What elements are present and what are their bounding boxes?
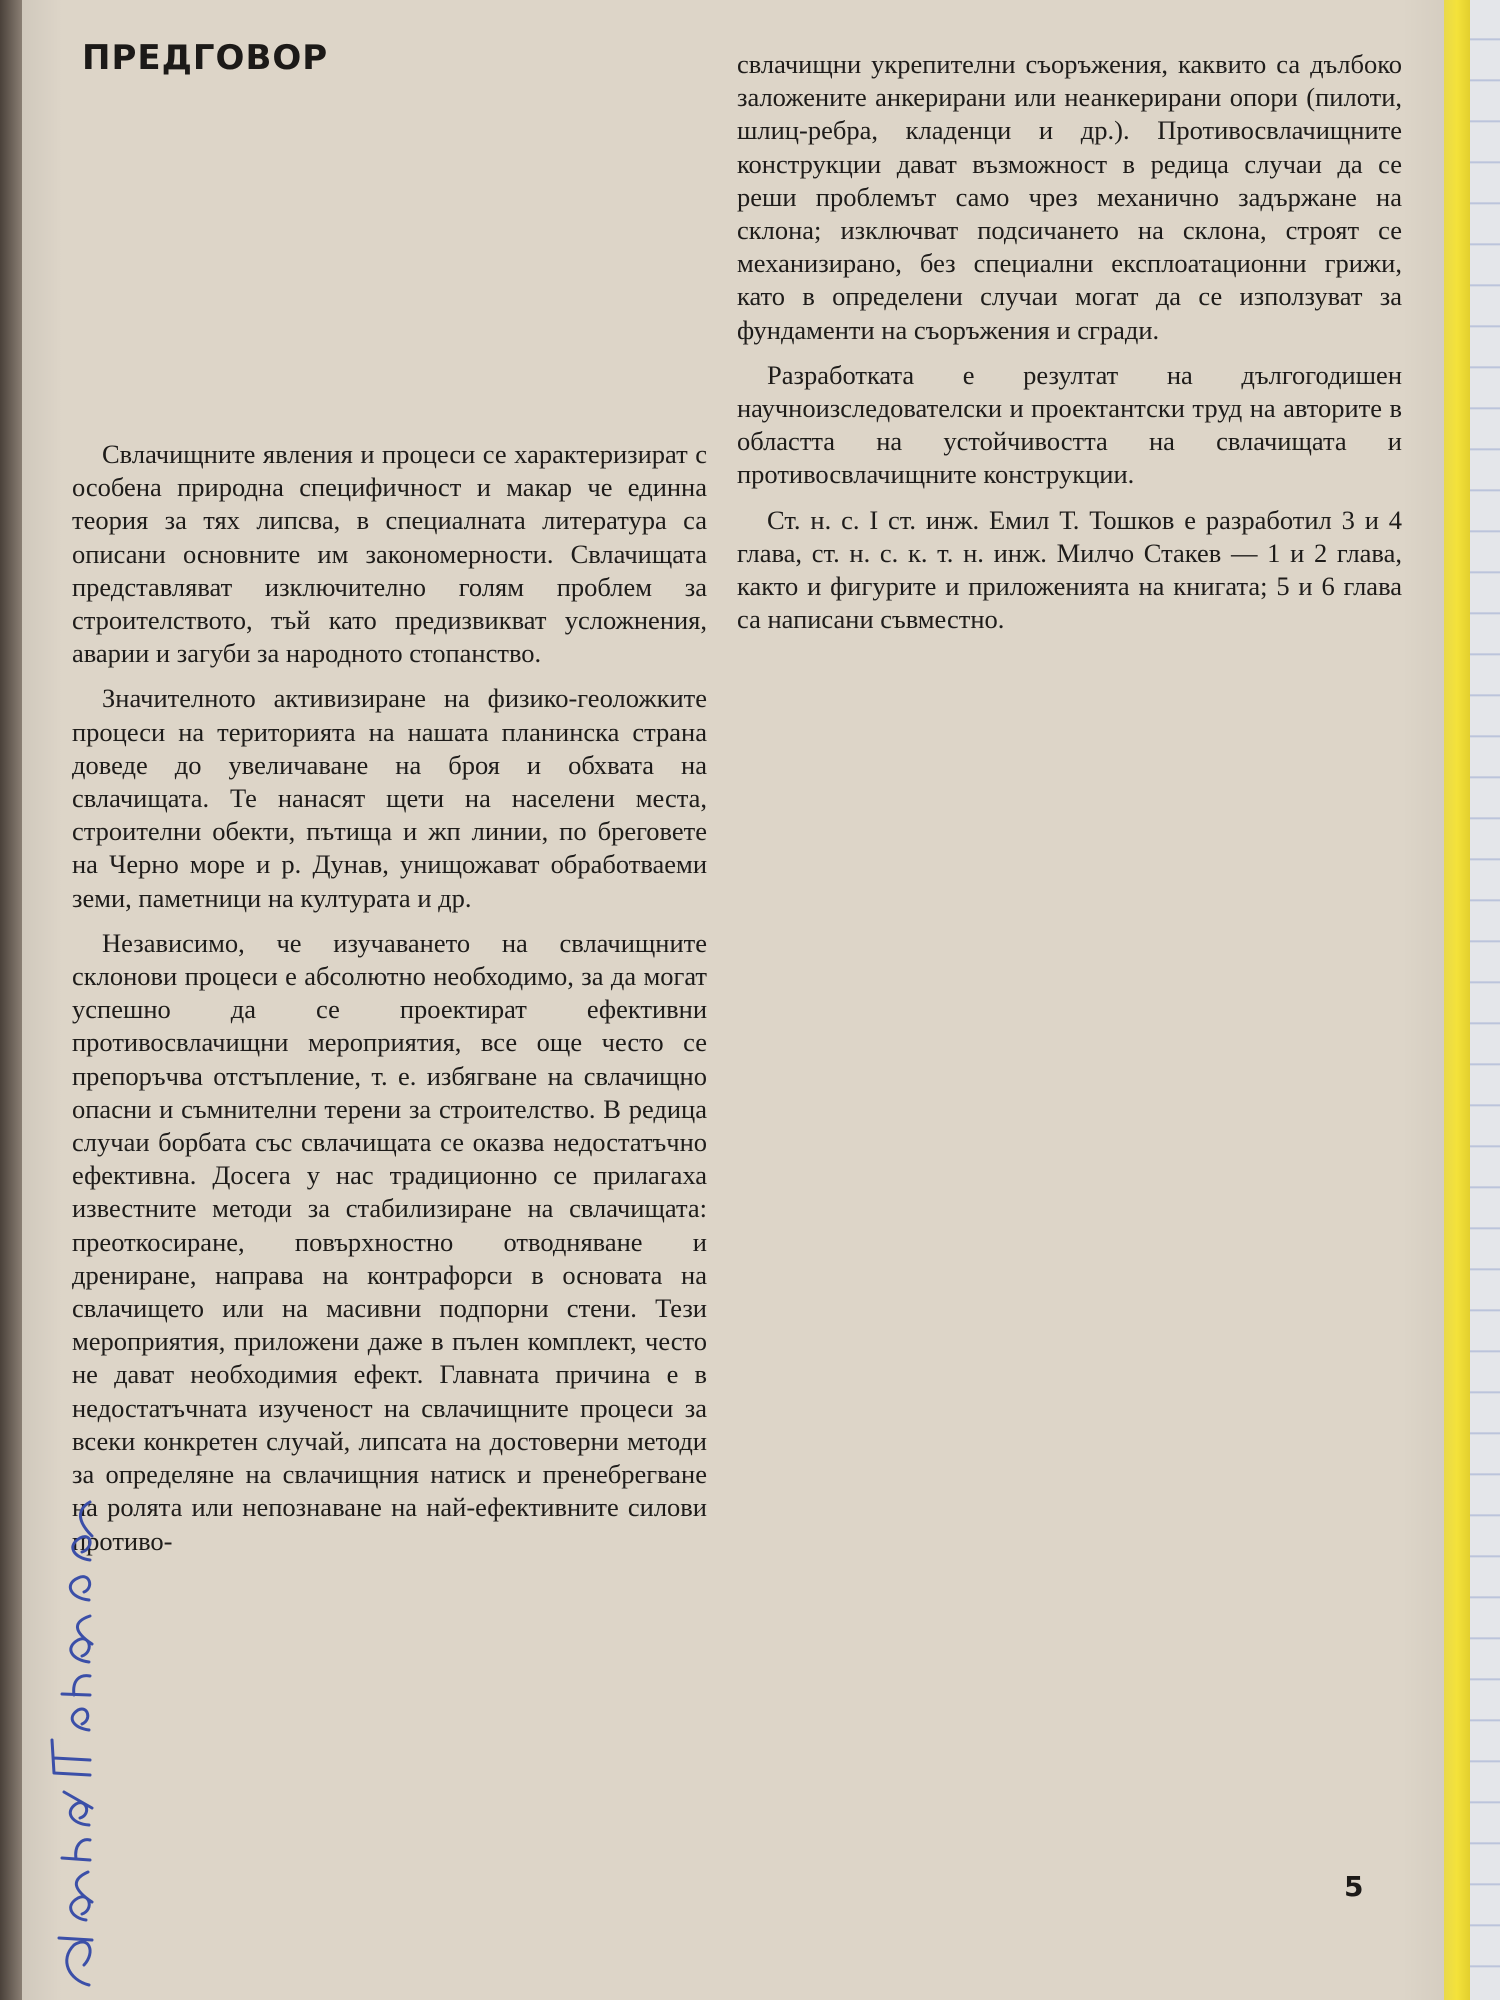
page-heading: ПРЕДГОВОР [82, 38, 329, 78]
right-text-column [737, 48, 1402, 648]
book-page [22, 0, 1460, 2000]
lined-paper-underneath [1470, 0, 1500, 2000]
left-paragraph-1: Свлачищните явления и процеси се характеризират с особена природна специфичност и макар че единна теория за тях липсва, в специалната литература са описани основните им закономерности. Свлачищата представляват изключително голям проблем за строителството, тъй като предизвикват усложнения, аварии и загуби за народното стопанство. [72, 439, 707, 669]
right-paragraph-3: Ст. н. с. I ст. инж. Емил Т. Тошков е разработил 3 и 4 глава, ст. н. с. к. т. н. инж. Милчо Стакев — 1 и 2 глава, както и фигурите и приложенията на книгата; 5 и 6 глава са написани съвместно. [737, 504, 1402, 635]
right-paragraph-1: свлачищни укрепителни съоръжения, каквито са дълбоко заложените анкерирани или неанкерирани опори (пилоти, шлиц-ребра, кладенци и др.). Противосвлачищните конструкции дават възможност в редица случаи да се реши проблемът само чрез механично задържане на склона; изключват подсичането на склона, строят се механизирано, без специални експлоатационни грижи, като в определени случаи могат да се използуват за фундаменти на съоръжения и сгради. [737, 49, 1402, 345]
handwritten-signature [34, 1440, 124, 2000]
page-number: 5 [1344, 1870, 1364, 1903]
book-spine-shadow [0, 0, 22, 2000]
left-paragraph-3: Независимо, че изучаването на свлачищните склонови процеси е абсолютно необходимо, за да могат успешно да се проектират ефективни противосвлачищни мероприятия, все още често се препоръчва отстъпление, т. е. избягване на свлачищно опасни и съмнителни терени за строителство. В редица случаи борбата със свлачищата се оказва недостатъчно ефективна. Досега у нас традиционно се прилагаха известните методи за стабилизиране на свлачищата: преоткосиране, повърхностно отводняване и дрениране, направа на контрафорси в основата на свлачището или на масивни подпорни стени. Тези мероприятия, приложени даже в пълен комплект, често не дават необходимия ефект. Главната причина е в недостатъчната изученост на свлачищните процеси за всеки конкретен случай, липсата на достоверни методи за определяне на свлачищния натиск и пренебрегване на ролята или непознаване на най-ефективните силови противо- [72, 927, 707, 1556]
left-text-column [72, 438, 707, 1570]
left-paragraph-2: Значителното активизиране на физико-геоложките процеси на територията на нашата планинска страна доведе до увеличаване на броя и обхвата на свлачищата. Те нанасят щети на населени места, строителни обекти, пътища и жп линии, по бреговете на Черно море и р. Дунав, унищожават обработваеми земи, паметници на културата и др. [72, 683, 707, 913]
yellow-page-edge [1444, 0, 1470, 2000]
right-paragraph-2: Разработката е резултат на дългогодишен научноизследователски и проектантски труд на авторите в областта на устойчивостта на свлачищата и противосвлачищните конструкции. [737, 359, 1402, 490]
